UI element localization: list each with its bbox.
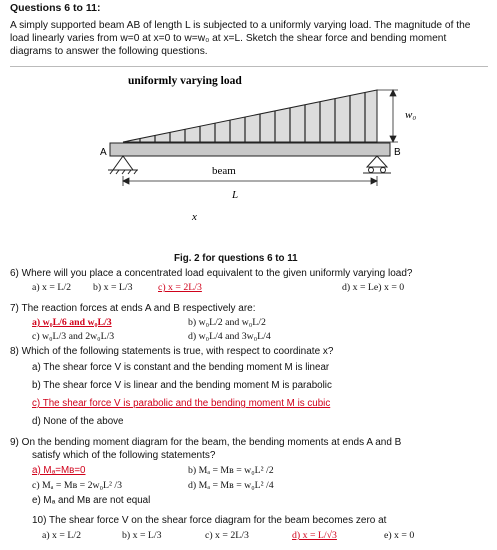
q8-option-b[interactable]: b) The shear force V is linear and the bending moment M is parabolic bbox=[32, 380, 332, 391]
q9-option-c[interactable]: c) Mₐ = Mʙ = 2w₀L² /3 bbox=[32, 480, 123, 491]
w0-dimension bbox=[377, 90, 398, 142]
q9-option-b[interactable]: b) Mₐ = Mʙ = w₀L² /2 bbox=[188, 465, 274, 476]
point-b-label: B bbox=[394, 147, 401, 158]
problem-text: A simply supported beam AB of length L is subjected to a uniformly varying load. The magnitude of the load linearly varies from w=0 at x=0 to w=w₀ at x=L. Sketch the shear force and bending moment diagrams to answer the following questions. bbox=[10, 20, 471, 57]
point-a-label: A bbox=[100, 147, 107, 158]
divider bbox=[10, 66, 488, 67]
q8-option-c[interactable]: c) The shear force V is parabolic and the bending moment M is cubic bbox=[32, 398, 331, 409]
load-label: uniformly varying load bbox=[128, 75, 242, 87]
load-triangle bbox=[123, 90, 377, 142]
q10-option-b[interactable]: b) x = L/3 bbox=[122, 530, 162, 541]
w0-label: w₀ bbox=[405, 109, 417, 121]
q9-option-d[interactable]: d) Mₐ = Mʙ = w₀L² /4 bbox=[188, 480, 274, 491]
q10-option-d[interactable]: d) x = L/√3 bbox=[292, 530, 337, 541]
q6-option-a[interactable]: a) x = L/2 bbox=[32, 282, 71, 293]
x-label: x bbox=[192, 211, 197, 223]
beam bbox=[110, 143, 390, 156]
beam-label: beam bbox=[212, 165, 236, 177]
q9-text: 9) On the bending moment diagram for the beam, the bending moments at ends A and B bbox=[10, 437, 402, 448]
roller-support-b bbox=[363, 156, 391, 173]
q10-option-c[interactable]: c) x = 2L/3 bbox=[205, 530, 249, 541]
q9-option-a[interactable]: a) Mₐ=Mʙ=0 bbox=[32, 465, 86, 476]
q8-option-a[interactable]: a) The shear force V is constant and the bending moment M is linear bbox=[32, 362, 330, 373]
q8-option-d[interactable]: d) None of the above bbox=[32, 416, 124, 427]
q6-option-c[interactable]: c) x = 2L/3 bbox=[158, 282, 202, 293]
q6-option-b[interactable]: b) x = L/3 bbox=[93, 282, 133, 293]
q7-option-c[interactable]: c) w₀L/3 and 2w₀L/3 bbox=[32, 331, 115, 342]
q9-option-e[interactable]: e) Mₐ and Mʙ are not equal bbox=[32, 495, 151, 506]
q7-option-d[interactable]: d) w₀L/4 and 3w₀L/4 bbox=[188, 331, 271, 342]
q6-text: 6) Where will you place a concentrated load equivalent to the given uniformly varying load? bbox=[10, 268, 413, 279]
q9-text-line2: satisfy which of the following statements? bbox=[32, 450, 216, 461]
q6-option-d[interactable]: d) x = Le) x = 0 bbox=[342, 282, 405, 293]
q10-option-e[interactable]: e) x = 0 bbox=[384, 530, 415, 541]
q10-option-a[interactable]: a) x = L/2 bbox=[42, 530, 81, 541]
length-label: L bbox=[232, 189, 239, 201]
section-heading: Questions 6 to 11: bbox=[10, 2, 101, 14]
q10-text: 10) The shear force V on the shear force diagram for the beam becomes zero at bbox=[32, 515, 387, 526]
q7-option-a[interactable]: a) w₀L/6 and w₀L/3 bbox=[32, 317, 112, 328]
beam-figure bbox=[0, 70, 497, 270]
length-dimension bbox=[123, 176, 377, 186]
q8-text: 8) Which of the following statements is true, with respect to coordinate x? bbox=[10, 346, 334, 357]
q7-text: 7) The reaction forces at ends A and B respectively are: bbox=[10, 303, 256, 314]
problem-statement bbox=[10, 19, 488, 58]
figure-caption: Fig. 2 for questions 6 to 11 bbox=[174, 253, 298, 264]
pin-support-a bbox=[108, 156, 138, 174]
q7-option-b[interactable]: b) w₀L/2 and w₀L/2 bbox=[188, 317, 266, 328]
